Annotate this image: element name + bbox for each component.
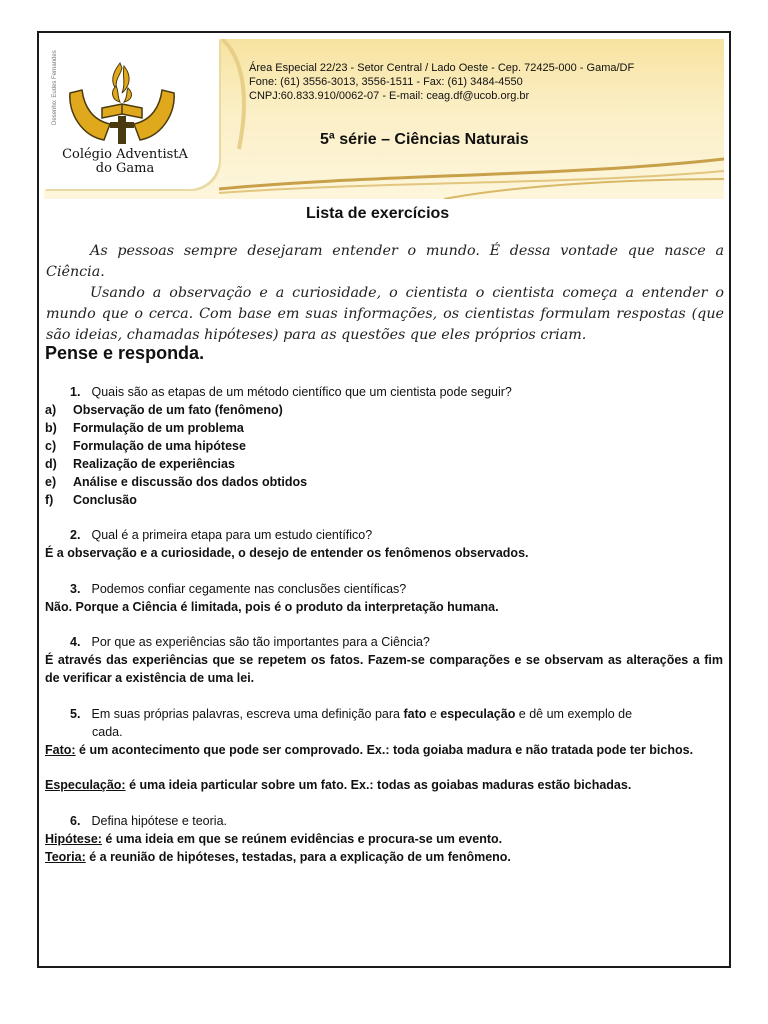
- contact-info: [249, 61, 634, 103]
- option-text: Conclusão: [73, 493, 137, 507]
- option-text: Realização de experiências: [73, 457, 235, 471]
- school-name-line2: do Gama: [95, 161, 155, 176]
- intro-paragraph-1: As pessoas sempre desejaram entender o mundo. É dessa vontade que nasce a Ciência.: [46, 243, 724, 280]
- question-number: 5.: [70, 707, 81, 721]
- option-text: Formulação de uma hipótese: [73, 439, 246, 453]
- option-b: [45, 419, 244, 437]
- answer-5-fato: [45, 741, 723, 759]
- option-letter: c): [45, 439, 57, 453]
- school-logo: [62, 58, 182, 148]
- section-title: Pense e responda.: [45, 343, 205, 363]
- answer-2: É a observação e a curiosidade, o desejo de entender os fenômenos observados.: [45, 546, 529, 560]
- question-number: 2.: [70, 528, 81, 542]
- school-name: [50, 148, 200, 176]
- answer-5-especulacao: [45, 776, 723, 794]
- option-letter: e): [45, 475, 57, 489]
- question-5: [70, 705, 724, 723]
- list-title: Lista de exercícios: [306, 205, 450, 222]
- school-name-line1: Colégio AdventistA: [62, 147, 188, 162]
- hipotese-definition: é uma ideia em que se reúnem evidências e procura-se um evento.: [101, 832, 503, 846]
- answer-3: Não. Porque a Ciência é limitada, pois é o produto da interpretação humana.: [45, 600, 499, 614]
- question-1: [70, 383, 512, 401]
- question-4: [70, 633, 430, 651]
- question-3: [70, 580, 406, 598]
- option-text: Formulação de um problema: [73, 421, 244, 435]
- question-number: 4.: [70, 635, 81, 649]
- option-text: Observação de um fato (fenômeno): [73, 403, 283, 417]
- grade-title: 5ª série – Ciências Naturais: [320, 131, 529, 148]
- intro-text: [46, 241, 724, 346]
- question-text-part1: Em suas próprias palavras, escreva uma definição para: [91, 707, 404, 721]
- option-f: [45, 491, 137, 509]
- term-especulacao: especulação: [440, 707, 516, 721]
- term-fato: fato: [403, 707, 427, 721]
- question-5-continuation: cada.: [92, 725, 123, 739]
- fato-definition: é um acontecimento que pode ser comprovado. Ex.: toda goiaba madura e não tratada pode ter bichos.: [75, 743, 694, 757]
- option-e: [45, 473, 307, 491]
- question-text-part3: e dê um exemplo de: [515, 707, 633, 721]
- question-2: [70, 526, 372, 544]
- question-text: Qual é a primeira etapa para um estudo científico?: [91, 528, 373, 542]
- question-text: Por que as experiências são tão importantes para a Ciência?: [91, 635, 430, 649]
- question-text: Quais são as etapas de um método científico que um cientista pode seguir?: [91, 385, 512, 399]
- option-d: [45, 455, 235, 473]
- teoria-label: Teoria:: [45, 850, 86, 864]
- phones: Fone: (61) 3556-3013, 3556-1511 - Fax: (61) 3484-4550: [249, 76, 523, 88]
- option-c: [45, 437, 246, 455]
- option-letter: a): [45, 403, 57, 417]
- question-text: Defina hipótese e teoria.: [91, 814, 227, 828]
- especulacao-label: Especulação:: [45, 778, 126, 792]
- option-letter: b): [45, 421, 57, 435]
- cnpj-email: CNPJ:60.833.910/0062-07 - E-mail: ceag.df@ucob.org.br: [249, 90, 530, 102]
- question-number: 1.: [70, 385, 81, 399]
- question-text: Podemos confiar cegamente nas conclusões científicas?: [91, 582, 407, 596]
- intro-paragraph-2: Usando a observação e a curiosidade, o cientista o cientista começa a entender o mundo que o cerca. Com base em suas informações, os cientistas formulam respostas (que são ideias, chamadas hipóteses) para as questões que eles próprios criam.: [46, 285, 724, 343]
- address: Área Especial 22/23 - Setor Central / Lado Oeste - Cep. 72425-000 - Gama/DF: [249, 62, 635, 74]
- question-number: 3.: [70, 582, 81, 596]
- answer-6-hipotese: [45, 830, 723, 848]
- option-a: [45, 401, 283, 419]
- option-text: Análise e discussão dos dados obtidos: [73, 475, 308, 489]
- hipotese-label: Hipótese:: [45, 832, 102, 846]
- answer-4: É através das experiências que se repetem os fatos. Fazem-se comparações e se observam as alterações a fim de verificar a existência de uma lei.: [45, 653, 723, 685]
- question-6: [70, 812, 227, 830]
- teoria-definition: é a reunião de hipóteses, testadas, para a explicação de um fenômeno.: [85, 850, 511, 864]
- option-letter: f): [45, 493, 54, 507]
- option-letter: d): [45, 457, 57, 471]
- especulacao-definition: é uma ideia particular sobre um fato. Ex.: todas as goiabas maduras estão bichadas.: [125, 778, 632, 792]
- answer-6-teoria: [45, 848, 723, 866]
- fato-label: Fato:: [45, 743, 76, 757]
- question-number: 6.: [70, 814, 81, 828]
- question-text-part2: e: [426, 707, 441, 721]
- design-credit: Desenho: Eudes Fernandes: [52, 50, 58, 125]
